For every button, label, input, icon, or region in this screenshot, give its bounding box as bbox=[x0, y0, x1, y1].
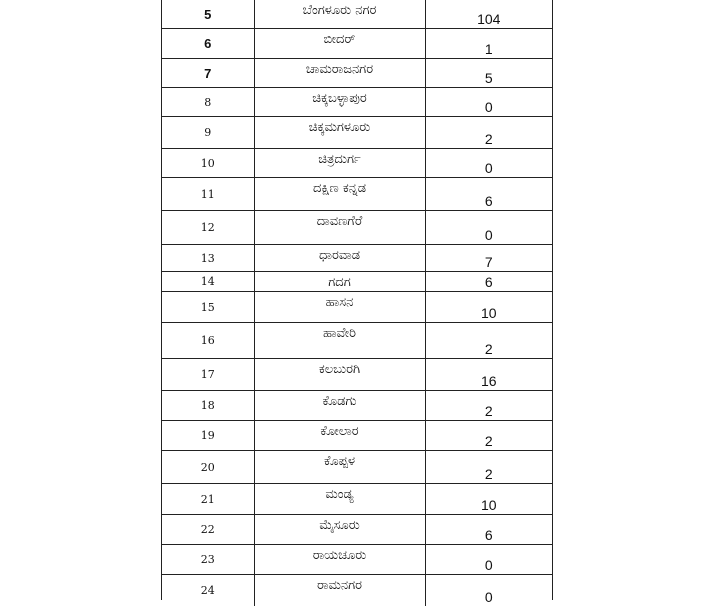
serial-number-cell: 6 bbox=[162, 29, 254, 59]
district-name-cell: ಹಾವೇರಿ bbox=[254, 323, 425, 359]
table-row bbox=[162, 451, 552, 484]
district-name-cell: ಮಂಡ್ಯ bbox=[254, 484, 425, 515]
count-cell: 2 bbox=[425, 421, 552, 451]
count-cell: 2 bbox=[425, 323, 552, 359]
district-name-cell: ಚಿತ್ರದುರ್ಗ bbox=[254, 149, 425, 178]
serial-number-cell: 13 bbox=[162, 245, 254, 272]
count-cell: 16 bbox=[425, 359, 552, 391]
count-cell: 1 bbox=[425, 29, 552, 59]
count-cell: 104 bbox=[425, 0, 552, 29]
serial-number-cell: 16 bbox=[162, 323, 254, 359]
district-name-cell: ಬೀದರ್ bbox=[254, 29, 425, 59]
serial-number-cell: 8 bbox=[162, 88, 254, 117]
table-row bbox=[162, 359, 552, 391]
count-cell: 6 bbox=[425, 272, 552, 292]
serial-number-cell: 12 bbox=[162, 211, 254, 245]
table-row bbox=[162, 178, 552, 211]
district-name-cell: ಕೋಲಾರ bbox=[254, 421, 425, 451]
district-name-cell: ಚಾಮರಾಜನಗರ bbox=[254, 59, 425, 88]
table-row bbox=[162, 484, 552, 515]
serial-number-cell: 21 bbox=[162, 484, 254, 515]
count-cell: 2 bbox=[425, 451, 552, 484]
table-row bbox=[162, 272, 552, 292]
serial-number-cell: 23 bbox=[162, 545, 254, 575]
district-name-cell: ಚಿಕ್ಕಮಗಳೂರು bbox=[254, 117, 425, 149]
serial-number-cell: 18 bbox=[162, 391, 254, 421]
count-cell: 0 bbox=[425, 149, 552, 178]
document-page bbox=[161, 0, 553, 605]
table-row bbox=[162, 117, 552, 149]
count-cell: 7 bbox=[425, 245, 552, 272]
count-cell: 0 bbox=[425, 88, 552, 117]
table-row bbox=[162, 211, 552, 245]
count-cell: 5 bbox=[425, 59, 552, 88]
table-row bbox=[162, 545, 552, 575]
table-row bbox=[162, 59, 552, 88]
district-name-cell: ಮೈಸೂರು bbox=[254, 515, 425, 545]
count-cell: 0 bbox=[425, 575, 552, 606]
table-row bbox=[162, 575, 552, 606]
district-name-cell: ಗದಗ bbox=[254, 272, 425, 292]
serial-number-cell: 24 bbox=[162, 575, 254, 606]
count-cell: 10 bbox=[425, 484, 552, 515]
district-name-cell: ರಾಯಚೂರು bbox=[254, 545, 425, 575]
district-name-cell: ಚಿಕ್ಕಬಳ್ಳಾಪುರ bbox=[254, 88, 425, 117]
district-name-cell: ಕೊಡಗು bbox=[254, 391, 425, 421]
count-cell: 2 bbox=[425, 391, 552, 421]
district-name-cell: ದಕ್ಷಿಣ ಕನ್ನಡ bbox=[254, 178, 425, 211]
count-cell: 6 bbox=[425, 178, 552, 211]
serial-number-cell: 14 bbox=[162, 272, 254, 292]
table-row bbox=[162, 29, 552, 59]
serial-number-cell: 9 bbox=[162, 117, 254, 149]
serial-number-cell: 17 bbox=[162, 359, 254, 391]
table-row bbox=[162, 245, 552, 272]
table-row bbox=[162, 515, 552, 545]
count-cell: 6 bbox=[425, 515, 552, 545]
serial-number-cell: 15 bbox=[162, 292, 254, 323]
serial-number-cell: 5 bbox=[162, 0, 254, 29]
table-body bbox=[162, 0, 552, 606]
table-row bbox=[162, 323, 552, 359]
table-row bbox=[162, 149, 552, 178]
serial-number-cell: 10 bbox=[162, 149, 254, 178]
table-row bbox=[162, 0, 552, 29]
serial-number-cell: 19 bbox=[162, 421, 254, 451]
district-name-cell: ಧಾರವಾಡ bbox=[254, 245, 425, 272]
count-cell: 2 bbox=[425, 117, 552, 149]
table-row bbox=[162, 391, 552, 421]
count-cell: 10 bbox=[425, 292, 552, 323]
serial-number-cell: 20 bbox=[162, 451, 254, 484]
district-name-cell: ಬೆಂಗಳೂರು ನಗರ bbox=[254, 0, 425, 29]
district-name-cell: ಹಾಸನ bbox=[254, 292, 425, 323]
district-name-cell: ಕೊಪ್ಪಳ bbox=[254, 451, 425, 484]
table-row bbox=[162, 88, 552, 117]
serial-number-cell: 7 bbox=[162, 59, 254, 88]
serial-number-cell: 22 bbox=[162, 515, 254, 545]
district-name-cell: ಕಲಬುರಗಿ bbox=[254, 359, 425, 391]
count-cell: 0 bbox=[425, 211, 552, 245]
count-cell: 0 bbox=[425, 545, 552, 575]
serial-number-cell: 11 bbox=[162, 178, 254, 211]
district-count-table bbox=[162, 0, 552, 606]
table-row bbox=[162, 292, 552, 323]
table-row bbox=[162, 421, 552, 451]
district-name-cell: ದಾವಣಗೆರೆ bbox=[254, 211, 425, 245]
district-name-cell: ರಾಮನಗರ bbox=[254, 575, 425, 606]
